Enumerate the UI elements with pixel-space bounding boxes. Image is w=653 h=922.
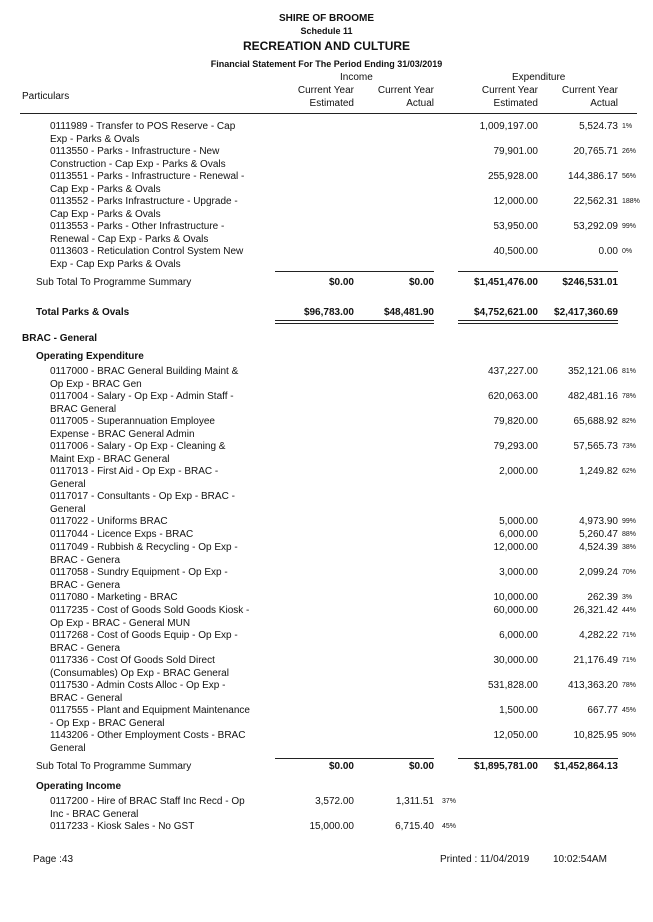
parks-total-rule-income bbox=[275, 320, 434, 324]
operating-income-heading: Operating Income bbox=[36, 781, 122, 792]
parks-subtotal-expenditure-estimated: $1,451,476.00 bbox=[474, 277, 538, 288]
row-expenditure-actual: 57,565.73 bbox=[573, 441, 618, 452]
row-expenditure-percent: 3% bbox=[622, 594, 633, 601]
row-expenditure-actual: 482,481.16 bbox=[567, 391, 618, 402]
row-income-estimated: 15,000.00 bbox=[309, 821, 354, 832]
row-expenditure-percent: 78% bbox=[622, 393, 637, 400]
schedule-label: Schedule 11 bbox=[300, 26, 353, 36]
row-description: 0117200 - Hire of BRAC Staff Inc Recd - Op Inc - BRAC General bbox=[50, 796, 245, 820]
row-description: 0117044 - Licence Exps - BRAC bbox=[50, 529, 194, 540]
row-description: 0113550 - Parks - Infrastructure - New Construction - Cap Exp - Parks & Ovals bbox=[50, 146, 226, 170]
row-expenditure-percent: 188% bbox=[622, 198, 640, 205]
row-description: 0113603 - Reticulation Control System New Exp - Cap Exp Parks & Ovals bbox=[50, 246, 244, 270]
row-description: 0117058 - Sundry Equipment - Op Exp - BRAC - Genera bbox=[50, 567, 228, 591]
row-expenditure-actual: 413,363.20 bbox=[567, 680, 618, 691]
row-expenditure-actual: 352,121.06 bbox=[567, 366, 618, 377]
row-description: 0117080 - Marketing - BRAC bbox=[50, 592, 178, 603]
row-expenditure-estimated: 53,950.00 bbox=[493, 221, 538, 232]
row-expenditure-estimated: 531,828.00 bbox=[487, 680, 538, 691]
row-expenditure-percent: 45% bbox=[622, 707, 637, 714]
parks-total-rule-expenditure bbox=[458, 320, 618, 324]
row-expenditure-actual: 53,292.09 bbox=[573, 221, 618, 232]
row-expenditure-estimated: 255,928.00 bbox=[487, 171, 538, 182]
row-description: 0117006 - Salary - Op Exp - Cleaning & Maint Exp - BRAC General bbox=[50, 441, 226, 465]
row-description: 0117233 - Kiosk Sales - No GST bbox=[50, 821, 195, 832]
row-description: 0113551 - Parks - Infrastructure - Renewal - Cap Exp - Parks & Ovals bbox=[50, 171, 245, 195]
row-expenditure-estimated: 3,000.00 bbox=[499, 567, 538, 578]
row-expenditure-percent: 81% bbox=[622, 368, 637, 375]
row-expenditure-percent: 1% bbox=[622, 123, 633, 130]
income-heading: Income bbox=[340, 72, 373, 83]
row-expenditure-estimated: 79,293.00 bbox=[493, 441, 538, 452]
brac-subtotal-rule-income bbox=[275, 758, 434, 759]
parks-subtotal-rule-income bbox=[275, 271, 434, 272]
particulars-heading: Particulars bbox=[22, 91, 70, 102]
brac-subtotal-rule-expenditure bbox=[458, 758, 618, 759]
brac-subtotal-income-estimated: $0.00 bbox=[328, 761, 354, 772]
row-expenditure-percent: 44% bbox=[622, 607, 637, 614]
row-description: 0117005 - Superannuation Employee Expense - BRAC General Admin bbox=[50, 416, 215, 440]
row-description: 0113552 - Parks Infrastructure - Upgrade - Cap Exp - Parks & Ovals bbox=[50, 196, 238, 220]
row-expenditure-estimated: 79,901.00 bbox=[493, 146, 538, 157]
row-description: 0117017 - Consultants - Op Exp - BRAC - General bbox=[50, 491, 235, 515]
row-description: 0117268 - Cost of Goods Equip - Op Exp - BRAC - Genera bbox=[50, 630, 238, 654]
row-expenditure-percent: 82% bbox=[622, 418, 637, 425]
parks-subtotal-label: Sub Total To Programme Summary bbox=[36, 277, 192, 288]
row-expenditure-actual: 4,282.22 bbox=[579, 630, 618, 641]
row-expenditure-actual: 4,973.90 bbox=[579, 516, 618, 527]
row-expenditure-estimated: 79,820.00 bbox=[493, 416, 538, 427]
report-subtitle: Financial Statement For The Period Ending 31/03/2019 bbox=[210, 59, 443, 69]
row-description: 0117555 - Plant and Equipment Maintenance - Op Exp - BRAC General bbox=[50, 705, 250, 729]
row-expenditure-percent: 73% bbox=[622, 443, 637, 450]
row-expenditure-estimated: 10,000.00 bbox=[493, 592, 538, 603]
row-expenditure-estimated: 60,000.00 bbox=[493, 605, 538, 616]
report-title: RECREATION AND CULTURE bbox=[242, 39, 411, 53]
row-expenditure-percent: 90% bbox=[622, 732, 637, 739]
row-expenditure-estimated: 6,000.00 bbox=[499, 529, 538, 540]
row-description: 0117013 - First Aid - Op Exp - BRAC - General bbox=[50, 466, 219, 490]
parks-subtotal-income-estimated: $0.00 bbox=[328, 277, 354, 288]
row-expenditure-actual: 10,825.95 bbox=[573, 730, 618, 741]
parks-subtotal-expenditure-actual: $246,531.01 bbox=[562, 277, 618, 288]
row-expenditure-actual: 4,524.39 bbox=[579, 542, 618, 553]
income-actual-heading: Current Year Actual bbox=[377, 85, 434, 109]
brac-section-heading: BRAC - General bbox=[22, 333, 98, 344]
row-description: 0117000 - BRAC General Building Maint & Op Exp - BRAC Gen bbox=[50, 366, 239, 390]
row-description: 0117022 - Uniforms BRAC bbox=[50, 516, 168, 527]
row-expenditure-estimated: 40,500.00 bbox=[493, 246, 538, 257]
row-description: 0117336 - Cost Of Goods Sold Direct (Consumables) Op Exp - BRAC General bbox=[50, 655, 229, 679]
row-expenditure-percent: 62% bbox=[622, 468, 637, 475]
row-expenditure-estimated: 2,000.00 bbox=[499, 466, 538, 477]
row-expenditure-percent: 38% bbox=[622, 544, 637, 551]
row-expenditure-actual: 144,386.17 bbox=[567, 171, 618, 182]
row-expenditure-estimated: 620,063.00 bbox=[487, 391, 538, 402]
row-expenditure-actual: 20,765.71 bbox=[573, 146, 618, 157]
row-income-estimated: 3,572.00 bbox=[315, 796, 354, 807]
row-expenditure-estimated: 5,000.00 bbox=[499, 516, 538, 527]
printed-time: 10:02:54AM bbox=[553, 854, 607, 865]
brac-subtotal-expenditure-actual: $1,452,864.13 bbox=[554, 761, 618, 772]
row-description: 0113553 - Parks - Other Infrastructure - Renewal - Cap Exp - Parks & Ovals bbox=[50, 221, 225, 245]
parks-total-expenditure-actual: $2,417,360.69 bbox=[554, 307, 618, 318]
expenditure-actual-heading: Current Year Actual bbox=[561, 85, 618, 109]
row-expenditure-actual: 65,688.92 bbox=[573, 416, 618, 427]
income-estimated-heading: Current Year Estimated bbox=[297, 85, 354, 109]
row-description: 1143206 - Other Employment Costs - BRAC General bbox=[50, 730, 246, 754]
entity-name: SHIRE OF BROOME bbox=[278, 13, 374, 24]
expenditure-heading: Expenditure bbox=[512, 72, 566, 83]
parks-total-label: Total Parks & Ovals bbox=[36, 307, 130, 318]
row-description: 0117235 - Cost of Goods Sold Goods Kiosk - Op Exp - BRAC - General MUN bbox=[50, 605, 250, 629]
row-expenditure-actual: 667.77 bbox=[587, 705, 618, 716]
row-description: 0117004 - Salary - Op Exp - Admin Staff - BRAC General bbox=[50, 391, 234, 415]
parks-total-income-estimated: $96,783.00 bbox=[303, 307, 354, 318]
brac-subtotal-label: Sub Total To Programme Summary bbox=[36, 761, 192, 772]
row-expenditure-percent: 71% bbox=[622, 657, 637, 664]
row-expenditure-actual: 21,176.49 bbox=[573, 655, 618, 666]
row-expenditure-actual: 5,524.73 bbox=[579, 121, 618, 132]
row-expenditure-percent: 99% bbox=[622, 223, 637, 230]
operating-expenditure-heading: Operating Expenditure bbox=[36, 351, 144, 362]
row-description: 0117530 - Admin Costs Alloc - Op Exp - BRAC - General bbox=[50, 680, 226, 704]
row-expenditure-estimated: 437,227.00 bbox=[487, 366, 538, 377]
row-expenditure-actual: 262.39 bbox=[587, 592, 618, 603]
row-expenditure-percent: 0% bbox=[622, 248, 633, 255]
row-expenditure-actual: 2,099.24 bbox=[579, 567, 618, 578]
parks-subtotal-rule-expenditure bbox=[458, 271, 618, 272]
row-expenditure-estimated: 1,009,197.00 bbox=[479, 121, 538, 132]
parks-total-expenditure-estimated: $4,752,621.00 bbox=[474, 307, 538, 318]
row-expenditure-percent: 99% bbox=[622, 518, 637, 525]
parks-subtotal-income-actual: $0.00 bbox=[408, 277, 434, 288]
row-expenditure-percent: 26% bbox=[622, 148, 637, 155]
row-expenditure-percent: 78% bbox=[622, 682, 637, 689]
expenditure-estimated-heading: Current Year Estimated bbox=[481, 85, 538, 109]
row-expenditure-percent: 56% bbox=[622, 173, 637, 180]
row-income-percent: 37% bbox=[442, 798, 457, 805]
row-expenditure-estimated: 6,000.00 bbox=[499, 630, 538, 641]
row-expenditure-estimated: 1,500.00 bbox=[499, 705, 538, 716]
page-number: Page :43 bbox=[33, 854, 74, 865]
row-expenditure-percent: 88% bbox=[622, 531, 637, 538]
row-expenditure-actual: 0.00 bbox=[598, 246, 618, 257]
row-expenditure-estimated: 12,000.00 bbox=[493, 542, 538, 553]
row-description: 0111989 - Transfer to POS Reserve - Cap Exp - Parks & Ovals bbox=[50, 121, 236, 145]
row-expenditure-actual: 5,260.47 bbox=[579, 529, 618, 540]
row-expenditure-estimated: 12,000.00 bbox=[493, 196, 538, 207]
row-expenditure-estimated: 30,000.00 bbox=[493, 655, 538, 666]
row-expenditure-percent: 71% bbox=[622, 632, 637, 639]
row-income-actual: 6,715.40 bbox=[395, 821, 434, 832]
row-income-percent: 45% bbox=[442, 823, 457, 830]
row-expenditure-actual: 26,321.42 bbox=[573, 605, 618, 616]
row-expenditure-actual: 1,249.82 bbox=[579, 466, 618, 477]
brac-subtotal-income-actual: $0.00 bbox=[408, 761, 434, 772]
row-expenditure-estimated: 12,050.00 bbox=[493, 730, 538, 741]
row-description: 0117049 - Rubbish & Recycling - Op Exp - BRAC - Genera bbox=[50, 542, 238, 566]
row-expenditure-actual: 22,562.31 bbox=[573, 196, 618, 207]
header-rule bbox=[20, 113, 637, 114]
brac-subtotal-expenditure-estimated: $1,895,781.00 bbox=[474, 761, 538, 772]
row-income-actual: 1,311.51 bbox=[395, 796, 434, 807]
parks-total-income-actual: $48,481.90 bbox=[383, 307, 434, 318]
row-expenditure-percent: 70% bbox=[622, 569, 637, 576]
printed-date: Printed : 11/04/2019 bbox=[440, 854, 530, 865]
